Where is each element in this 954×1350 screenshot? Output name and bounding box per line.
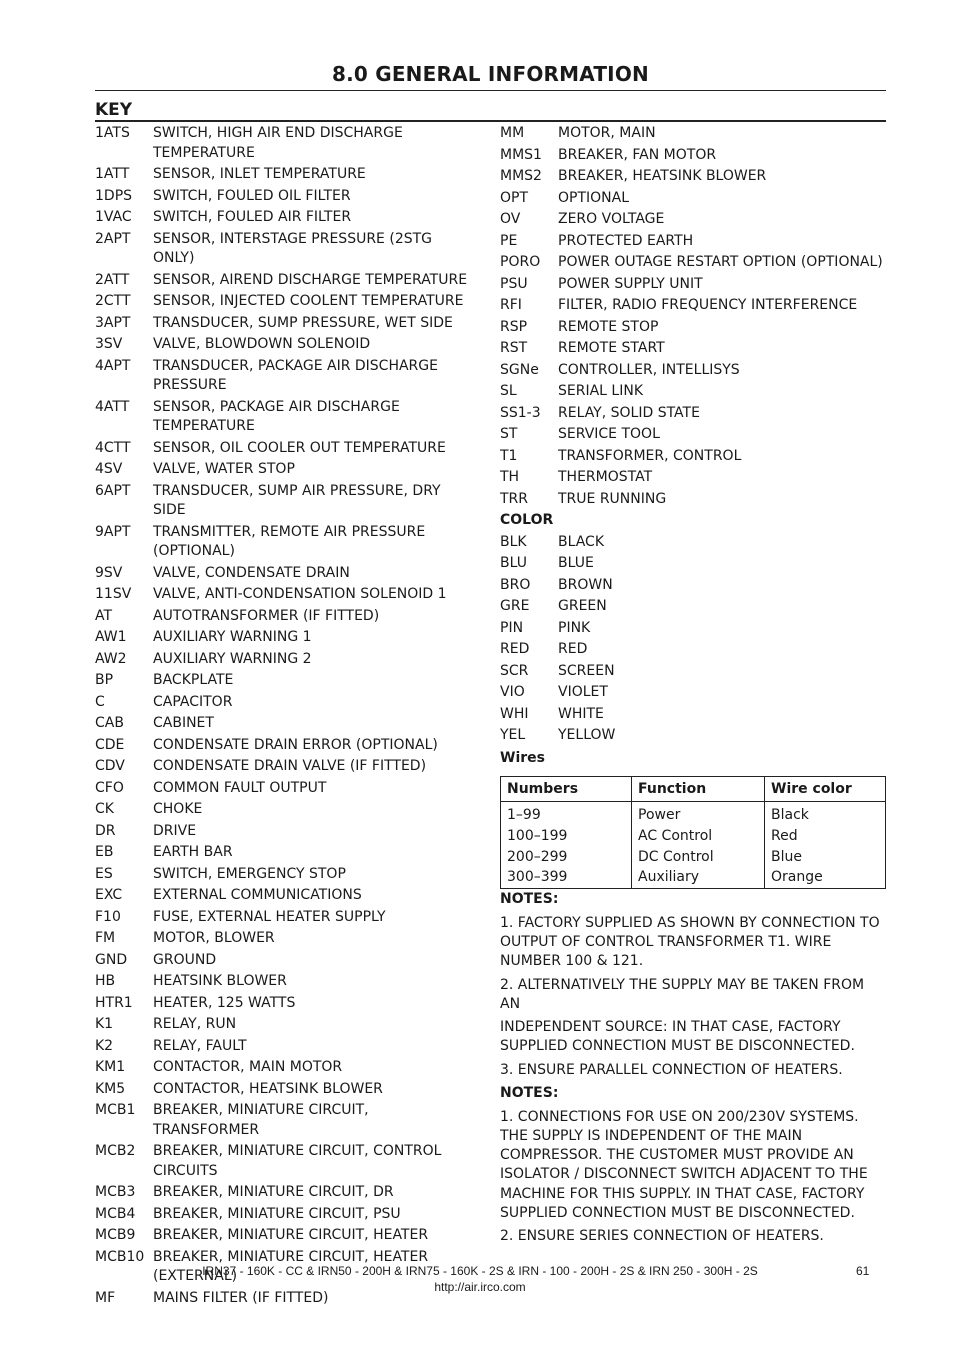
key-abbr: C <box>95 693 105 710</box>
key-desc: WHITE <box>558 705 604 722</box>
key-desc: VALVE, WATER STOP <box>153 461 295 477</box>
key-abbr: ES <box>95 865 113 882</box>
key-desc: TRANSDUCER, SUMP PRESSURE, WET SIDE <box>153 314 453 331</box>
key-entry <box>95 1080 475 1100</box>
key-abbr: K2 <box>95 1037 114 1054</box>
key-desc: CONTACTOR, MAIN MOTOR <box>153 1059 343 1075</box>
key-entry <box>95 1183 475 1203</box>
key-abbr: 4SV <box>95 461 123 477</box>
key-abbr: MMS2 <box>500 168 542 184</box>
key-entry <box>95 908 475 928</box>
key-abbr: 4CTT <box>95 439 131 456</box>
key-abbr: MCB4 <box>95 1205 136 1222</box>
color-entry <box>500 640 890 660</box>
key-desc: SWITCH, FOULED AIR FILTER <box>153 209 352 225</box>
key-abbr: ST <box>500 426 518 442</box>
color-entry <box>500 619 890 639</box>
key-desc: RED <box>558 641 588 657</box>
key-desc: MOTOR, BLOWER <box>153 930 275 946</box>
key-desc: TRANSMITTER, REMOTE AIR PRESSURE (OPTIONAL) <box>153 523 426 559</box>
key-entry <box>95 357 475 396</box>
key-desc: BREAKER, FAN MOTOR <box>558 146 717 163</box>
note-item: 2. ENSURE SERIES CONNECTION OF HEATERS. <box>500 1228 824 1245</box>
key-entry <box>500 468 890 488</box>
notes-heading-1: NOTES: <box>500 891 559 908</box>
key-entry <box>95 1058 475 1078</box>
key-entry <box>95 757 475 777</box>
key-desc: BREAKER, MINIATURE CIRCUIT, PSU <box>153 1205 401 1222</box>
color-entry <box>500 554 890 574</box>
wires-header-row <box>501 777 886 802</box>
key-abbr: BLU <box>500 555 527 571</box>
key-entry <box>500 339 890 359</box>
key-list-right <box>500 124 890 509</box>
key-entry <box>500 210 890 230</box>
key-abbr: 9SV <box>95 564 123 581</box>
key-abbr: 11SV <box>95 586 132 602</box>
key-abbr: CAB <box>95 715 124 731</box>
wires-row <box>501 847 886 868</box>
key-entry <box>95 208 475 228</box>
key-entry <box>500 382 890 402</box>
color-entry <box>500 705 890 725</box>
key-abbr: EB <box>95 844 114 860</box>
key-desc: COMMON FAULT OUTPUT <box>153 779 327 796</box>
wires-cell: Orange <box>765 867 886 888</box>
key-abbr: T1 <box>500 447 518 464</box>
key-abbr: WHI <box>500 705 529 722</box>
wires-cell: DC Control <box>632 847 765 868</box>
key-abbr: RSP <box>500 318 528 335</box>
wires-row <box>501 867 886 888</box>
color-entry <box>500 683 890 703</box>
key-abbr: TH <box>500 469 520 485</box>
key-abbr: PORO <box>500 254 541 270</box>
key-entry <box>500 490 890 510</box>
key-rule <box>95 120 886 122</box>
key-desc: BREAKER, MINIATURE CIRCUIT, HEATER <box>153 1227 429 1243</box>
key-desc: SWITCH, HIGH AIR END DISCHARGE TEMPERATURE <box>153 125 403 161</box>
key-entry <box>95 314 475 334</box>
key-entry <box>95 271 475 291</box>
key-desc: SERIAL LINK <box>558 383 643 399</box>
key-desc: HEATER, 125 WATTS <box>153 994 296 1011</box>
key-desc: SENSOR, INJECTED COOLENT TEMPERATURE <box>153 293 464 309</box>
key-entry <box>95 929 475 949</box>
key-entry <box>95 482 475 521</box>
key-entry <box>95 585 475 605</box>
key-abbr: 1ATT <box>95 166 130 182</box>
key-abbr: SGNe <box>500 361 539 378</box>
key-entry <box>95 843 475 863</box>
key-desc: SENSOR, AIREND DISCHARGE TEMPERATURE <box>153 271 468 288</box>
key-desc: TRANSFORMER, CONTROL <box>558 447 742 464</box>
color-entry <box>500 533 890 553</box>
key-desc: MAINS FILTER (IF FITTED) <box>153 1289 329 1306</box>
note-item: 1. CONNECTIONS FOR USE ON 200/230V SYSTEMS. THE SUPPLY IS INDEPENDENT OF THE MAIN COMPRESSOR. THE CUSTOMER MUST PROVIDE AN ISOLATOR / DISCONNECT SWITCH ADJACENT TO THE MACHINE FOR THIS SUPPLY. IN THAT CASE, FACTORY SUPPLIED CONNECTION MUST BE DISCONNECTED. <box>500 1108 868 1222</box>
key-abbr: 1VAC <box>95 209 132 225</box>
key-desc: TRANSDUCER, SUMP AIR PRESSURE, DRY SIDE <box>153 482 441 518</box>
key-entry <box>95 460 475 480</box>
key-abbr: GRE <box>500 598 530 614</box>
key-abbr: CFO <box>95 779 124 796</box>
key-abbr: 6APT <box>95 482 131 499</box>
key-desc: POWER OUTAGE RESTART OPTION (OPTIONAL) <box>558 254 883 270</box>
key-abbr: YEL <box>500 727 526 743</box>
notes-list-2 <box>500 1108 890 1247</box>
key-entry <box>95 972 475 992</box>
key-entry <box>95 335 475 355</box>
key-entry <box>95 124 475 163</box>
wires-col-function: Function <box>632 777 765 802</box>
key-entry <box>95 398 475 437</box>
key-desc: BACKPLATE <box>153 672 234 688</box>
key-abbr: GND <box>95 951 128 968</box>
key-desc: FUSE, EXTERNAL HEATER SUPPLY <box>153 908 386 925</box>
key-entry <box>95 1101 475 1140</box>
key-abbr: 3SV <box>95 336 123 352</box>
key-entry <box>95 230 475 269</box>
key-abbr: DR <box>95 822 116 839</box>
wires-cell: 1–99 <box>501 802 632 826</box>
key-abbr: 2APT <box>95 230 131 247</box>
key-abbr: 9APT <box>95 523 131 540</box>
note-item: 1. FACTORY SUPPLIED AS SHOWN BY CONNECTION TO OUTPUT OF CONTROL TRANSFORMER T1. WIRE NUMBER 100 & 121. <box>500 914 880 970</box>
page-number: 61 <box>856 1264 870 1278</box>
note-item: INDEPENDENT SOURCE: IN THAT CASE, FACTORY SUPPLIED CONNECTION MUST BE DISCONNECTED. <box>500 1019 855 1055</box>
key-entry <box>500 318 890 338</box>
key-abbr: PE <box>500 232 518 249</box>
key-heading: KEY <box>95 100 133 120</box>
key-entry <box>95 650 475 670</box>
key-abbr: MMS1 <box>500 146 542 163</box>
key-entry <box>95 523 475 562</box>
key-entry <box>500 296 890 316</box>
key-entry <box>95 1226 475 1246</box>
key-desc: SWITCH, FOULED OIL FILTER <box>153 187 351 204</box>
key-desc: PINK <box>558 619 591 636</box>
key-entry <box>500 447 890 467</box>
key-desc: BREAKER, MINIATURE CIRCUIT, HEATER (EXTERNAL) <box>153 1248 429 1284</box>
wires-cell: Red <box>765 826 886 847</box>
wires-cell: 200–299 <box>501 847 632 868</box>
key-desc: AUXILIARY WARNING 1 <box>153 629 312 645</box>
key-abbr: OPT <box>500 189 529 206</box>
key-abbr: PSU <box>500 275 528 292</box>
key-abbr: BRO <box>500 576 531 593</box>
key-desc: AUXILIARY WARNING 2 <box>153 650 312 667</box>
key-desc: CHOKE <box>153 801 203 817</box>
key-desc: SWITCH, EMERGENCY STOP <box>153 865 346 882</box>
key-desc: DRIVE <box>153 822 197 839</box>
notes-list-1 <box>500 914 890 1080</box>
footer-url: http://air.irco.com <box>434 1280 526 1294</box>
key-desc: VALVE, CONDENSATE DRAIN <box>153 564 350 581</box>
key-entry <box>500 189 890 209</box>
key-entry <box>500 425 890 445</box>
key-entry <box>500 275 890 295</box>
key-abbr: K1 <box>95 1016 114 1032</box>
key-abbr: EXC <box>95 887 123 903</box>
key-desc: CABINET <box>153 715 214 731</box>
key-desc: REMOTE STOP <box>558 318 659 335</box>
key-entry <box>500 404 890 424</box>
key-abbr: 1ATS <box>95 125 130 141</box>
wires-row <box>501 802 886 826</box>
key-desc: BREAKER, MINIATURE CIRCUIT, CONTROL CIRCUITS <box>153 1143 442 1179</box>
key-entry <box>95 292 475 312</box>
key-desc: OPTIONAL <box>558 189 630 206</box>
key-desc: BREAKER, MINIATURE CIRCUIT, DR <box>153 1184 394 1200</box>
wires-cell: Blue <box>765 847 886 868</box>
key-abbr: KM5 <box>95 1080 126 1097</box>
wires-row <box>501 826 886 847</box>
key-entry <box>95 865 475 885</box>
key-desc: RELAY, SOLID STATE <box>558 404 700 421</box>
key-desc: REMOTE START <box>558 340 665 356</box>
key-desc: EXTERNAL COMMUNICATIONS <box>153 887 362 903</box>
footer-models: IRN37 - 160K - CC & IRN50 - 200H & IRN75 - 160K - 2S & IRN - 100 - 200H - 2S & IRN 250 - 300H - 2S <box>202 1264 758 1278</box>
key-entry <box>95 628 475 648</box>
key-entry <box>95 994 475 1014</box>
key-entry <box>95 800 475 820</box>
key-abbr: SCR <box>500 662 529 679</box>
key-abbr: HTR1 <box>95 994 133 1011</box>
key-abbr: OV <box>500 211 521 227</box>
wires-cell: Auxiliary <box>632 867 765 888</box>
key-desc: HEATSINK BLOWER <box>153 973 287 989</box>
key-desc: SERVICE TOOL <box>558 426 660 442</box>
key-entry <box>500 124 890 144</box>
key-desc: ZERO VOLTAGE <box>558 211 665 227</box>
key-entry <box>95 671 475 691</box>
key-entry <box>500 167 890 187</box>
key-abbr: RFI <box>500 297 522 313</box>
key-desc: BLUE <box>558 555 594 571</box>
key-desc: VIOLET <box>558 684 608 700</box>
key-desc: EARTH BAR <box>153 844 233 860</box>
key-abbr: 4ATT <box>95 398 130 415</box>
key-desc: AUTOTRANSFORMER (IF FITTED) <box>153 607 380 624</box>
key-entry <box>500 253 890 273</box>
key-entry <box>95 439 475 459</box>
key-abbr: SS1-3 <box>500 404 541 421</box>
key-desc: FILTER, RADIO FREQUENCY INTERFERENCE <box>558 297 858 313</box>
wires-heading: Wires <box>500 749 545 766</box>
key-abbr: 2ATT <box>95 271 130 288</box>
key-abbr: CDV <box>95 758 125 774</box>
key-abbr: MCB9 <box>95 1227 136 1243</box>
key-list-left <box>95 124 475 1310</box>
key-abbr: KM1 <box>95 1059 126 1075</box>
key-abbr: PIN <box>500 619 524 636</box>
key-entry <box>95 1037 475 1057</box>
key-entry <box>95 693 475 713</box>
key-abbr: HB <box>95 973 116 989</box>
key-abbr: RED <box>500 641 530 657</box>
key-entry <box>500 146 890 166</box>
key-abbr: MCB2 <box>95 1143 136 1159</box>
color-entry <box>500 576 890 596</box>
key-abbr: MCB1 <box>95 1102 136 1118</box>
key-abbr: AT <box>95 607 113 624</box>
key-abbr: CDE <box>95 736 125 753</box>
key-entry <box>95 564 475 584</box>
key-desc: PROTECTED EARTH <box>558 232 694 249</box>
key-desc: CONDENSATE DRAIN ERROR (OPTIONAL) <box>153 736 438 753</box>
key-desc: CAPACITOR <box>153 693 233 710</box>
key-entry <box>500 232 890 252</box>
key-abbr: MF <box>95 1289 116 1306</box>
key-entry <box>95 1142 475 1181</box>
key-desc: MOTOR, MAIN <box>558 125 656 141</box>
key-desc: SENSOR, PACKAGE AIR DISCHARGE TEMPERATURE <box>153 398 400 434</box>
right-column <box>500 124 890 1251</box>
key-abbr: 4APT <box>95 357 131 374</box>
note-item: 3. ENSURE PARALLEL CONNECTION OF HEATERS. <box>500 1061 843 1078</box>
key-abbr: BP <box>95 672 114 688</box>
key-desc: VALVE, BLOWDOWN SOLENOID <box>153 336 371 352</box>
note-item: 2. ALTERNATIVELY THE SUPPLY MAY BE TAKEN FROM AN <box>500 976 865 1012</box>
key-abbr: VIO <box>500 684 525 700</box>
key-abbr: RST <box>500 340 528 356</box>
key-abbr: MCB3 <box>95 1184 136 1200</box>
key-abbr: BLK <box>500 533 527 550</box>
key-abbr: MCB10 <box>95 1248 145 1265</box>
color-entry <box>500 662 890 682</box>
key-desc: THERMOSTAT <box>558 469 653 485</box>
key-desc: CONTROLLER, INTELLISYS <box>558 361 740 378</box>
key-desc: YELLOW <box>558 727 616 743</box>
key-entry <box>95 1015 475 1035</box>
key-desc: CONDENSATE DRAIN VALVE (IF FITTED) <box>153 758 427 774</box>
key-desc: SENSOR, INTERSTAGE PRESSURE (2STG ONLY) <box>153 230 433 266</box>
key-desc: TRUE RUNNING <box>558 490 667 507</box>
key-abbr: MM <box>500 125 525 141</box>
wires-cell: AC Control <box>632 826 765 847</box>
wires-table <box>500 776 886 889</box>
color-entry <box>500 726 890 746</box>
key-abbr: 1DPS <box>95 187 133 204</box>
wires-cell: Black <box>765 802 886 826</box>
title-rule <box>95 90 886 91</box>
key-desc: RELAY, FAULT <box>153 1037 247 1054</box>
key-desc: BROWN <box>558 576 613 593</box>
key-entry <box>95 951 475 971</box>
key-desc: BREAKER, MINIATURE CIRCUIT, TRANSFORMER <box>153 1102 369 1138</box>
key-entry <box>95 779 475 799</box>
key-abbr: AW2 <box>95 650 127 667</box>
key-desc: RELAY, RUN <box>153 1016 237 1032</box>
key-desc: CONTACTOR, HEATSINK BLOWER <box>153 1080 383 1097</box>
key-abbr: 3APT <box>95 314 131 331</box>
key-abbr: 2CTT <box>95 293 131 309</box>
wires-col-numbers: Numbers <box>501 777 632 802</box>
key-entry <box>95 886 475 906</box>
key-abbr: F10 <box>95 908 121 925</box>
key-abbr: SL <box>500 383 517 399</box>
key-entry <box>95 1205 475 1225</box>
color-list <box>500 533 890 746</box>
key-desc: SENSOR, INLET TEMPERATURE <box>153 166 366 182</box>
key-entry <box>95 736 475 756</box>
key-entry <box>500 361 890 381</box>
wires-cell: 100–199 <box>501 826 632 847</box>
page-title: 8.0 GENERAL INFORMATION <box>332 62 649 86</box>
key-abbr: AW1 <box>95 629 127 645</box>
key-desc: TRANSDUCER, PACKAGE AIR DISCHARGE PRESSURE <box>153 357 438 393</box>
wires-col-color: Wire color <box>765 777 886 802</box>
color-heading: COLOR <box>500 512 554 528</box>
key-abbr: TRR <box>500 490 529 507</box>
key-desc: SENSOR, OIL COOLER OUT TEMPERATURE <box>153 439 446 456</box>
key-entry <box>95 165 475 185</box>
key-entry <box>95 714 475 734</box>
key-desc: SCREEN <box>558 662 615 679</box>
wires-cell: 300–399 <box>501 867 632 888</box>
key-entry <box>95 187 475 207</box>
key-desc: GREEN <box>558 598 607 614</box>
key-desc: POWER SUPPLY UNIT <box>558 275 703 292</box>
key-desc: BLACK <box>558 533 605 550</box>
key-abbr: FM <box>95 930 116 946</box>
key-desc: GROUND <box>153 951 217 968</box>
key-abbr: CK <box>95 801 114 817</box>
key-entry <box>95 822 475 842</box>
color-entry <box>500 597 890 617</box>
key-entry <box>95 607 475 627</box>
key-desc: VALVE, ANTI-CONDENSATION SOLENOID 1 <box>153 586 447 602</box>
wires-cell: Power <box>632 802 765 826</box>
key-desc: BREAKER, HEATSINK BLOWER <box>558 168 767 184</box>
notes-heading-2: NOTES: <box>500 1085 559 1102</box>
